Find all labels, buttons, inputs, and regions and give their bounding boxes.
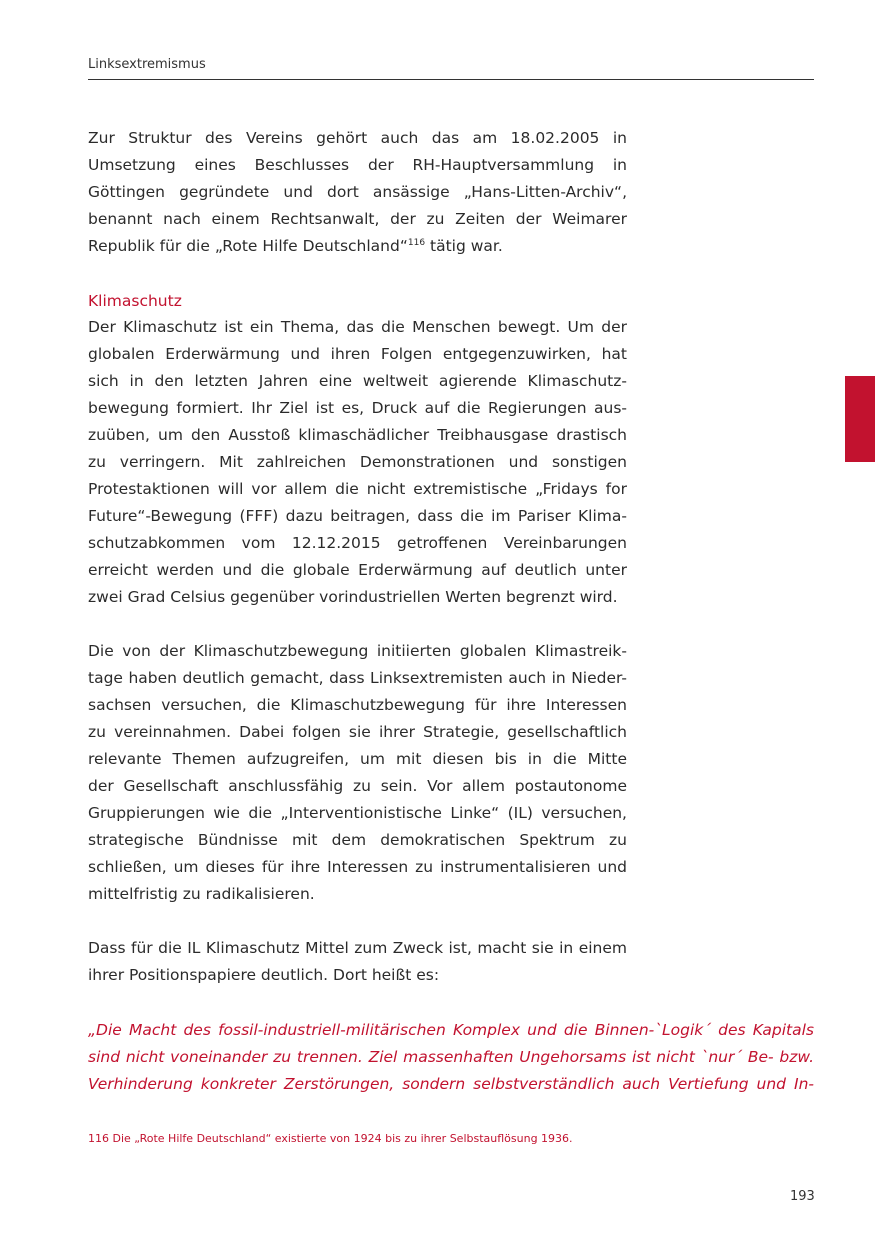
paragraph-positionspapier (88, 935, 627, 989)
page-number: 193 (790, 1189, 815, 1204)
text-line: relevante Themen aufzugreifen, um mit diesen bis in die Mitte (88, 750, 627, 768)
text-line: tage haben deutlich gemacht, dass Linksextremisten auch in Nieder- (88, 669, 627, 687)
text-line: Göttingen gegründete und dort ansässige „Hans-Litten-Archiv“, (88, 183, 627, 201)
paragraph-archive (88, 125, 627, 260)
quote-line: sind nicht voneinander zu trennen. Ziel massenhaften Ungehorsams ist nicht `nur´ Be- bzw. (88, 1048, 814, 1066)
text-line: sachsen versuchen, die Klimaschutzbewegung für ihre Interessen (88, 696, 627, 714)
section-heading: Klimaschutz (88, 292, 182, 310)
text-line: zwei Grad Celsius gegenüber vorindustriellen Werten begrenzt wird. (88, 588, 618, 606)
text-line: Protestaktionen will vor allem die nicht extremistische „Fridays for (88, 480, 627, 498)
text-line: mittelfristig zu radikalisieren. (88, 885, 315, 903)
text-line: Gruppierungen wie die „Interventionistische Linke“ (IL) versuchen, (88, 804, 627, 822)
text-line: sich in den letzten Jahren eine weltweit agierende Klimaschutz- (88, 372, 627, 390)
paragraph-klimastreiktage (88, 638, 627, 908)
text-line: Republik für die „Rote Hilfe Deutschland“$^{116}$ tätig war. (88, 237, 503, 255)
text-line: bewegung formiert. Ihr Ziel ist es, Druck auf die Regierungen aus- (88, 399, 627, 417)
text-line: strategische Bündnisse mit dem demokratischen Spektrum zu (88, 831, 627, 849)
text-line: Future“-Bewegung (FFF) dazu beitragen, dass die im Pariser Klima- (88, 507, 627, 525)
text-line: benannt nach einem Rechtsanwalt, der zu Zeiten der Weimarer (88, 210, 627, 228)
text-line: Der Klimaschutz ist ein Thema, das die Menschen bewegt. Um der (88, 318, 627, 336)
quote-line: „Die Macht des fossil-industriell-militärischen Komplex und die Binnen-`Logik´ des Kapitals (88, 1021, 814, 1039)
text-line: der Gesellschaft anschlussfähig zu sein. Vor allem postautonome (88, 777, 627, 795)
text-line: Zur Struktur des Vereins gehört auch das am 18.02.2005 in (88, 129, 627, 147)
text-line: Dass für die IL Klimaschutz Mittel zum Zweck ist, macht sie in einem (88, 939, 627, 957)
footnote-reference[interactable]: 116 (407, 238, 426, 248)
paragraph-klimaschutz (88, 314, 627, 611)
chapter-tab-marker (845, 376, 875, 462)
text-line: schließen, um dieses für ihre Interessen zu instrumentalisieren und (88, 858, 627, 876)
text-line: ihrer Positionspapiere deutlich. Dort heißt es: (88, 966, 440, 984)
text-line: Die von der Klimaschutzbewegung initiierten globalen Klimastreik- (88, 642, 627, 660)
block-quote (88, 1017, 814, 1098)
text-line: zu verringern. Mit zahlreichen Demonstrationen und sonstigen (88, 453, 627, 471)
text-line: Umsetzung eines Beschlusses der RH-Hauptversammlung in (88, 156, 627, 174)
running-header: Linksextremismus (88, 57, 206, 72)
text-line: zuüben, um den Ausstoß klimaschädlicher Treibhausgase drastisch (88, 426, 627, 444)
text-line: erreicht werden und die globale Erderwärmung auf deutlich unter (88, 561, 627, 579)
quote-line: Verhinderung konkreter Zerstörungen, sondern selbstverständlich auch Vertiefung und In- (88, 1075, 814, 1093)
text-line: zu vereinnahmen. Dabei folgen sie ihrer Strategie, gesellschaftlich (88, 723, 627, 741)
text-line: globalen Erderwärmung und ihren Folgen entgegenzuwirken, hat (88, 345, 627, 363)
header-rule (88, 79, 814, 80)
footnote-116: 116 Die „Rote Hilfe Deutschland“ existierte von 1924 bis zu ihrer Selbstauflösung 1936. (88, 1132, 573, 1145)
text-line: schutzabkommen vom 12.12.2015 getroffenen Vereinbarungen (88, 534, 627, 552)
